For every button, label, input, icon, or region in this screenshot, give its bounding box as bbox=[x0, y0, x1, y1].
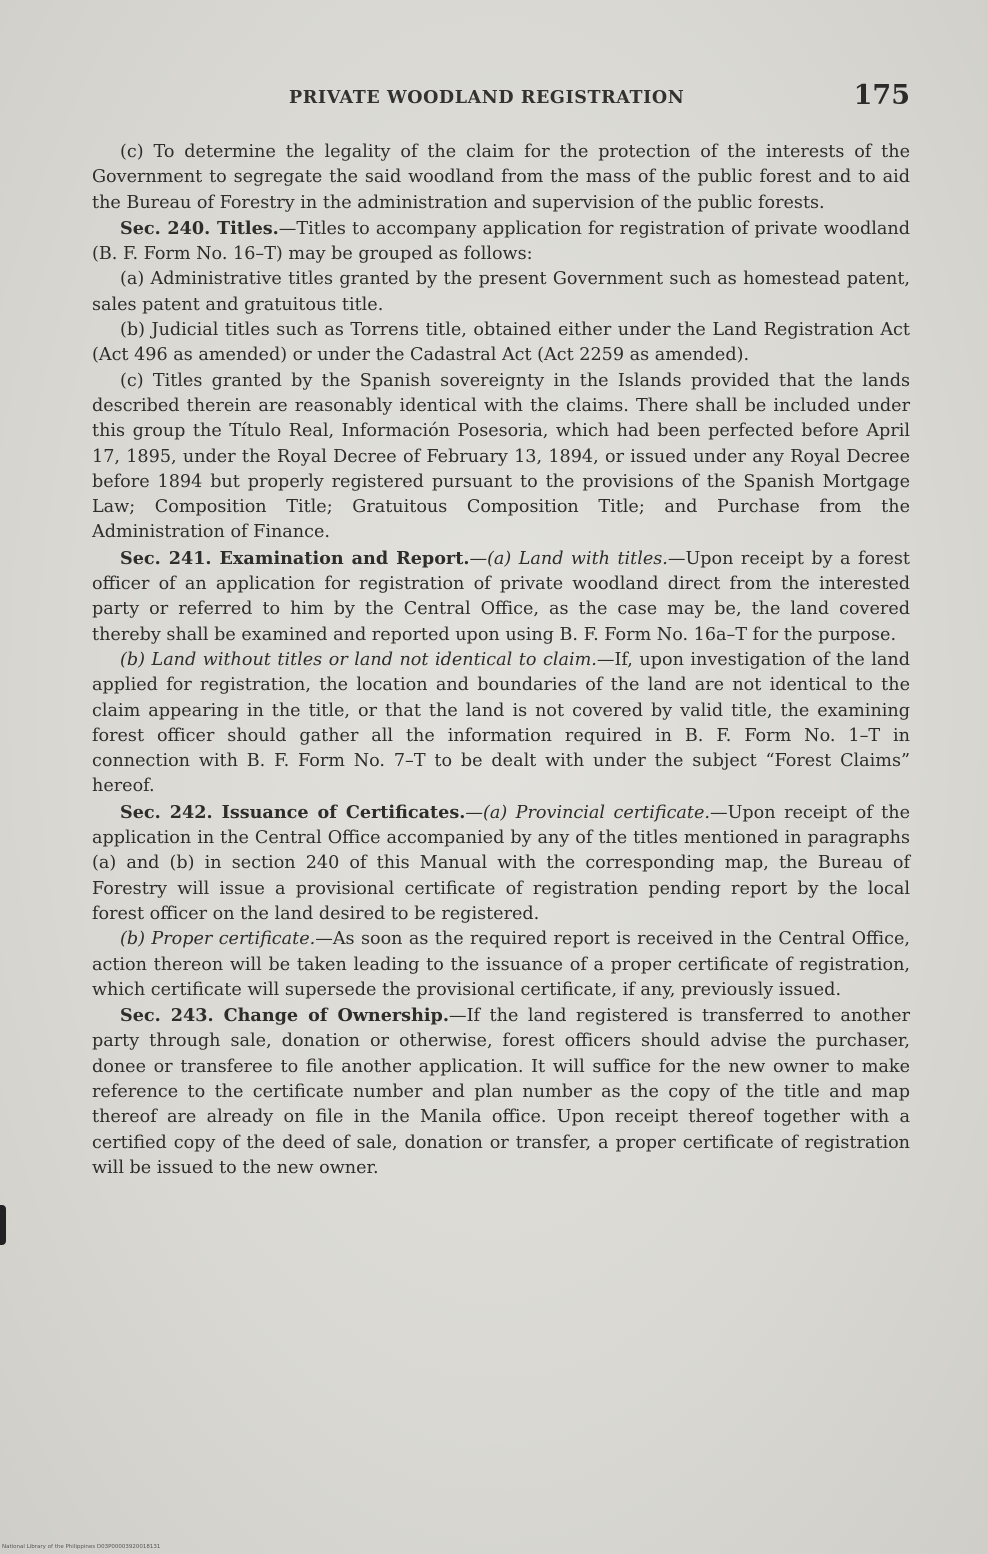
subsection-heading: (b) Land without titles or land not identical to claim. bbox=[120, 649, 597, 670]
paragraph bbox=[92, 546, 910, 648]
section-heading: Sec. 240. Titles. bbox=[120, 217, 279, 239]
binding-mark bbox=[0, 1205, 6, 1245]
paragraph-text: —If the land registered is transferred to another party through sale, donation or otherwise, forest officers should advise the purchaser, donee or transferee to file another application. It will suffice for the new owner to make reference to the certificate number and plan number as the copy of the title and map thereof are already on file in the Manila office. Upon receipt thereof together with a certified copy of the deed of sale, donation or transfer, a proper certificate of registration will be issued to the new owner. bbox=[92, 1006, 910, 1178]
paragraph-text: —Titles to accompany application for registration of private woodland (B. F. Form No. 16–T) may be grouped as follows: bbox=[92, 218, 910, 265]
subsection-heading: (b) Proper certificate. bbox=[120, 929, 316, 950]
page-header bbox=[92, 80, 910, 120]
scan-credit: National Library of the Philippines D03P00003920018131 bbox=[2, 1544, 161, 1550]
paragraph-text: (a) Administrative titles granted by the present Government such as homestead patent, sales patent and gratuitous title. bbox=[92, 269, 910, 315]
paragraph-text: (c) To determine the legality of the claim for the protection of the interests of the Government to segregate the said woodland from the mass of the public forest and to aid the Bureau of Forestry in the administration and supervision of the public forests. bbox=[92, 142, 910, 213]
paragraph-text: —Upon receipt of the application in the Central Office accompanied by any of the titles mentioned in paragraphs (a) and (b) in section 240 of this Manual with the corresponding map, the Bureau of Forestry will issue a provisional certificate of registration pending report by the local forest officer on the land desired to be registered. bbox=[92, 802, 910, 924]
running-title: PRIVATE WOODLAND REGISTRATION bbox=[289, 88, 685, 108]
paragraph-text: (b) Judicial titles such as Torrens title, obtained either under the Land Registration Act (Act 496 as amended) or under the Cadastral Act (Act 2259 as amended). bbox=[92, 320, 910, 366]
paragraph bbox=[92, 318, 910, 369]
section-heading: Sec. 241. Examination and Report. bbox=[120, 547, 470, 569]
paragraph bbox=[92, 1003, 910, 1181]
body-text bbox=[92, 140, 910, 1181]
paragraph bbox=[92, 140, 910, 216]
paragraph-text: (c) Titles granted by the Spanish sovereignty in the Islands provided that the lands described therein are reasonably identical with the claims. There shall be included under this group the Título Real, Información Posesoria, which had been perfected before April 17, 1895, under the Royal Decree of February 13, 1894, or issued under any Royal Decree before 1894 but properly registered pursuant to the provisions of the Spanish Mortgage Law; Composition Title; Gratuitous Composition Title; and Purchase from the Administration of Finance. bbox=[92, 370, 910, 543]
paragraph-text: —Upon receipt by a forest officer of an application for registration of private woodland direct from the interested party or referred to him by the Central Office, as the case may be, the land covered thereby shall be examined and reported upon using B. F. Form No. 16a–T for the purpose. bbox=[92, 548, 910, 645]
section-heading: Sec. 243. Change of Ownership. bbox=[120, 1005, 449, 1027]
subsection-heading: —(a) Land with titles. bbox=[469, 548, 668, 569]
page-number: 175 bbox=[853, 80, 910, 111]
paragraph-text: —As soon as the required report is received in the Central Office, action thereon will be taken leading to the issuance of a proper certificate of registration, which certificate will supersede the provisional certificate, if any, previously issued. bbox=[92, 929, 910, 1000]
paragraph-text: —If, upon investigation of the land applied for registration, the location and boundaries of the land are not identical to the claim appearing in the title, or that the land is not covered by valid title, the examining forest officer should gather all the information required in B. F. Form No. 1–T in connection with B. F. Form No. 7–T to be dealt with under the subject “Forest Claims” hereof. bbox=[92, 649, 910, 797]
subsection-heading: —(a) Provincial certificate. bbox=[465, 802, 710, 823]
paragraph bbox=[92, 267, 910, 318]
paragraph bbox=[92, 927, 910, 1003]
paragraph bbox=[92, 369, 910, 546]
paragraph bbox=[92, 648, 910, 800]
paragraph bbox=[92, 216, 910, 268]
paragraph bbox=[92, 800, 910, 927]
section-heading: Sec. 242. Issuance of Certificates. bbox=[120, 801, 466, 823]
